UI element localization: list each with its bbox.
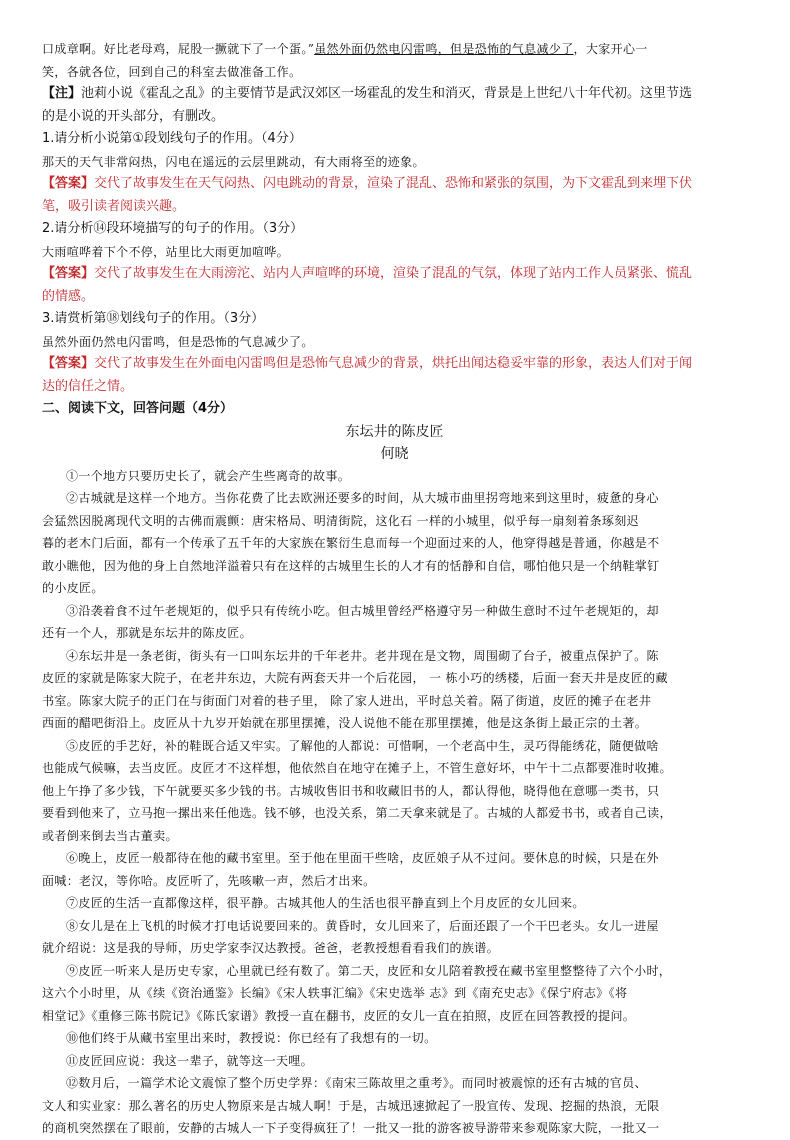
article-title: 东坛井的陈皮匠 bbox=[345, 423, 444, 440]
underlined-sentence: 虽然外面仍然电闪雷鸣，但是恐怖的气息减少了 bbox=[314, 42, 574, 56]
paragraph-line: 敢小瞧他，因为他的身上自然地洋溢着只有在这样的古城里生长的人才有的恬静和自信，哪怕他只是一个纳鞋掌钉 bbox=[42, 558, 660, 573]
answer-line-2: 达的信任之情。 bbox=[42, 378, 134, 394]
note-line-1 bbox=[42, 83, 747, 106]
paragraph-line: 文人和实业家：那么著名的历史人物原来是古城人啊！于是，古城迅速掀起了一股宣传、发现、挖掘的热浪，无限 bbox=[42, 1098, 660, 1113]
article-paragraph bbox=[42, 1027, 747, 1050]
paragraph-line: 的小皮匠。 bbox=[42, 581, 104, 595]
answer-text: 交代了故事发生在天气闷热、闪电跳动的背景，渲染了混乱、恐怖和紧张的氛围，为下文霍乱到来埋下伏 bbox=[94, 176, 693, 191]
article-paragraph bbox=[42, 735, 747, 848]
paragraph-line: 还有一个人，那就是东坛井的陈皮匠。 bbox=[42, 626, 252, 640]
answer-line-1 bbox=[42, 353, 747, 376]
paragraph-line: ④东坛井是一条老街，街头有一口叫东坛井的千年老井。老井现在是文物，周围砌了台子，被重点保护了。陈 bbox=[66, 648, 659, 663]
paragraph-line: 书室。陈家大院子的正门在与街面门对着的巷子里， 除了家人进出，平时总关着。隔了街道，皮匠的摊子在老井 bbox=[42, 693, 652, 708]
article-body bbox=[42, 465, 747, 1140]
question-prompt: 2.请分析⑭段环境描写的句子的作用。（3分） bbox=[42, 221, 304, 236]
paragraph-line: ⑥晚上，皮匠一般都待在他的藏书室里。至于他在里面干些啥，皮匠娘子从不过问。要休息的时候，只是在外 bbox=[66, 851, 659, 865]
note-text: 池莉小说《霍乱之乱》的主要情节是武汉郊区一场霍乱的发生和消灭，背景是上世纪八十年代初。这里节选 bbox=[81, 86, 693, 101]
section-heading: 二、阅读下文，回答问题（4分） bbox=[42, 401, 234, 416]
answer-label: 【答案】 bbox=[42, 356, 95, 371]
paragraph-line: ⑫数月后，一篇学术论文震惊了整个历史学界：《南宋三陈故里之重考》。而同时被震惊的还有古城的官员、 bbox=[66, 1076, 647, 1090]
answer-label: 【答案】 bbox=[42, 266, 95, 281]
paragraph-line: ⑩他们终于从藏书室里出来时，教授说：你已经有了我想有的一切。 bbox=[66, 1031, 437, 1045]
article-paragraph bbox=[42, 847, 747, 892]
note-line-2: 的是小说的开头部分，有删改。 bbox=[42, 108, 225, 124]
question-quote: 大雨喧哗着下个不停，站里比大雨更加喧哗。 bbox=[42, 244, 290, 259]
paragraph-line: 皮匠的家就是陈家大院子，在老井东边，大院有两套天井一个后花园， 一 栋小巧的绣楼，后面一套天井是皮匠的藏 bbox=[42, 671, 668, 685]
note-label: 【注】 bbox=[42, 86, 82, 101]
paragraph-line: ⑧女儿是在上飞机的时候才打电话说要回来的。黄昏时，女儿回来了，后面还跟了一个干巴老头。女儿一进屋 bbox=[66, 918, 659, 933]
answer-label: 【答案】 bbox=[42, 176, 95, 191]
answer-line-2: 笔，吸引读者阅读兴趣。 bbox=[42, 198, 186, 214]
intro-line-1 bbox=[42, 38, 747, 61]
intro-line-2: 笑，各就各位，回到自己的科室去做准备工作。 bbox=[42, 64, 302, 79]
paragraph-line: ⑨皮匠一听来人是历史专家，心里就已经有数了。第二天，皮匠和女儿陪着教授在藏书室里整整待了六个小时， bbox=[66, 963, 672, 978]
article-paragraph bbox=[42, 487, 747, 600]
article-paragraph bbox=[42, 1072, 747, 1140]
document-page bbox=[42, 38, 747, 1140]
answer-line-1 bbox=[42, 173, 747, 196]
paragraph-line: 暮的老木门后面，都有一个传承了五千年的大家族在繁衍生息而每一个迎面过来的人，他穿得越是普通，你越是不 bbox=[42, 536, 660, 550]
paragraph-line: 面喊：老汉，等你哈。皮匠听了，先咳嗽一声，然后才出来。 bbox=[42, 873, 376, 888]
question-2 bbox=[42, 218, 747, 308]
answer-text: 交代了故事发生在大雨滂沱、站内人声喧哗的环境，渲染了混乱的气氛，体现了站内工作人员紧张、慌乱 bbox=[94, 266, 693, 281]
article-author: 何晓 bbox=[380, 445, 409, 462]
question-prompt: 1.请分析小说第①段划线句子的作用。（4分） bbox=[42, 131, 302, 146]
paragraph-line: 也能成气候嘛，去当皮匠。皮匠才不这样想，他依然自在地守在摊子上，不管生意好坏，中午十二点都要准时收摊。 bbox=[42, 761, 672, 775]
intro-text: 口成章啊。好比老母鸡，屁股一撅就下了一个蛋。” bbox=[42, 42, 315, 56]
question-quote: 虽然外面仍然电闪雷鸣，但是恐怖的气息减少了。 bbox=[42, 334, 314, 349]
paragraph-line: ②古城就是这样一个地方。当你花费了比去欧洲还要多的时间，从大城市曲里拐弯地来到这里时，疲惫的身心 bbox=[66, 491, 659, 505]
answer-text: 交代了故事发生在外面电闪雷鸣但是恐怖气息减少的背景，烘托出闻达稳妥牢靠的形象，表达人们对于闻 bbox=[94, 356, 693, 371]
intro-text-tail: ，大家开心一 bbox=[573, 42, 648, 56]
paragraph-line: ⑤皮匠的手艺好，补的鞋既合适又牢实。了解他的人都说：可惜啊，一个老高中生，灵巧得能绣花，随便做啥 bbox=[66, 738, 659, 753]
paragraph-line: 就介绍说：这是我的导师，历史学家李汉达教授。爸爸，老教授想看看我们的族谱。 bbox=[42, 941, 499, 955]
paragraph-line: ③沿袭着食不过午老规矩的，似乎只有传统小吃。但古城里曾经严格遵守另一种做生意时不过午老规矩的，却 bbox=[66, 603, 659, 618]
paragraph-line: ⑪皮匠回应说：我这一辈子，就等这一天哩。 bbox=[66, 1053, 314, 1068]
answer-line-2: 的情感。 bbox=[42, 288, 95, 304]
paragraph-line: 相堂记》《重修三陈书院记》《陈氏家谱》教授一直在翻书，皮匠的女儿一直在拍照，皮匠在回答教授的提问。 bbox=[42, 1008, 636, 1023]
article-paragraph bbox=[42, 892, 747, 915]
paragraph-line: 或者倒来倒去当古董卖。 bbox=[42, 828, 178, 843]
paragraph-line: 他上午挣了多少钱，下午就要买多少钱的书。古城收售旧书和收藏旧书的人，都认得他，晓得他在意哪一类书，只 bbox=[42, 783, 660, 798]
paragraph-line: ⑦皮匠的生活一直都像这样，很平静。古城其他人的生活也很平静直到上个月皮匠的女儿回来。 bbox=[66, 896, 585, 910]
article-paragraph bbox=[42, 960, 747, 1028]
article-paragraph bbox=[42, 1050, 747, 1073]
article-paragraph bbox=[42, 465, 747, 488]
question-1 bbox=[42, 128, 747, 218]
paragraph-line: 要看到他来了，立马抱一摞出来任他选。钱不够，也没关系，第二天拿来就是了。古城的人都爱书书，或者自己读， bbox=[42, 806, 672, 820]
paragraph-line: 的商机突然摆在了眼前，安静的古城人一下子变得疯狂了！一批又一批的游客被导游带来参观陈家大院，一批又一 bbox=[42, 1121, 660, 1135]
paragraph-line: 这六个小时里，从《续《资治通鉴》长编》《宋人轶事汇编》《宋史选举 志》到《南充史志》《保宁府志》《将 bbox=[42, 986, 628, 1000]
question-3 bbox=[42, 308, 747, 398]
question-prompt: 3.请赏析第⑱划线句子的作用。（3分） bbox=[42, 311, 265, 326]
article-paragraph bbox=[42, 600, 747, 645]
article-paragraph bbox=[42, 645, 747, 735]
paragraph-line: 会猛然因脱离现代文明的古佛而震颤：唐宋格局、明清街院，这化石 一样的小城里，似乎每一扇刻着条琢刻迟 bbox=[42, 513, 639, 528]
answer-line-1 bbox=[42, 263, 747, 286]
paragraph-line: 西面的醋吧街沿上。皮匠从十九岁开始就在那里摆摊，没人说他不能在那里摆摊，他是这条街上最正宗的土著。 bbox=[42, 716, 648, 730]
article-paragraph bbox=[42, 915, 747, 960]
question-quote: 那天的天气非常闷热，闪电在遥远的云层里跳动，有大雨将至的迹象。 bbox=[42, 154, 425, 169]
paragraph-line: ①一个地方只要历史长了，就会产生些离奇的故事。 bbox=[66, 468, 351, 483]
